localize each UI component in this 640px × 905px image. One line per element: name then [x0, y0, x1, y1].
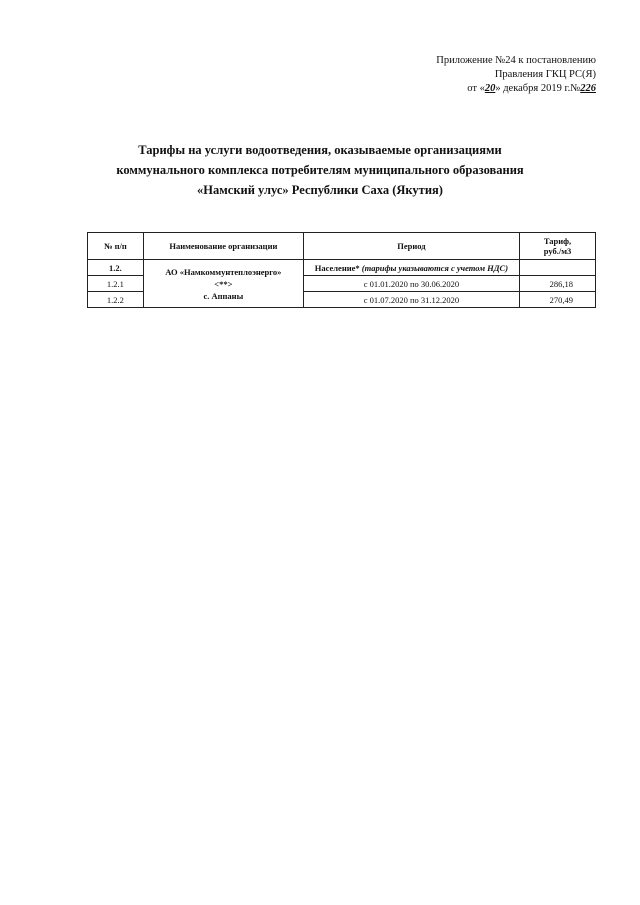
header-tariff [519, 233, 595, 260]
table-group-row [88, 260, 596, 276]
title-line-1: Тарифы на услуги водоотведения, оказываемые организациями [138, 143, 502, 157]
group-tariff-empty [519, 260, 595, 276]
annex-number: 226 [580, 83, 596, 94]
row-num: 1.2.2 [88, 292, 144, 308]
annex-day: 20 [484, 83, 496, 94]
group-period-note: (тарифы указываются с учетом НДС) [361, 262, 509, 273]
header-tariff-line-1: Тариф, [543, 236, 572, 246]
annex-line-3 [436, 82, 596, 96]
org-footnote-mark: <**> [214, 278, 233, 289]
annex-date-middle: » декабря 2019 г.№ [495, 83, 581, 94]
row-period: с 01.07.2020 по 31.12.2020 [303, 292, 519, 308]
document-title [60, 140, 580, 200]
group-period [303, 260, 519, 276]
header-num: № п/п [88, 233, 144, 260]
annex-line-2: Правления ГКЦ РС(Я) [494, 69, 596, 80]
annex-reference [436, 54, 596, 96]
tariff-table [87, 232, 596, 308]
group-org [143, 260, 303, 308]
annex-date-prefix: от « [467, 83, 485, 94]
header-org: Наименование организации [143, 233, 303, 260]
org-location: с. Аппаны [203, 290, 244, 301]
row-tariff: 286,18 [519, 276, 595, 292]
header-period: Период [303, 233, 519, 260]
annex-line-1: Приложение №24 к постановлению [436, 55, 596, 66]
row-period: с 01.01.2020 по 30.06.2020 [303, 276, 519, 292]
title-line-3: «Намский улус» Республики Саха (Якутия) [197, 183, 443, 197]
title-line-2: коммунального комплекса потребителям муниципального образования [116, 163, 524, 177]
row-tariff: 270,49 [519, 292, 595, 308]
header-tariff-line-2: руб./м3 [543, 246, 572, 256]
row-num: 1.2.1 [88, 276, 144, 292]
group-period-label: Население* [314, 262, 360, 273]
table-header-row [88, 233, 596, 260]
group-num: 1.2. [88, 260, 144, 276]
org-name: АО «Намкоммунтеплоэнерго» [165, 266, 282, 277]
